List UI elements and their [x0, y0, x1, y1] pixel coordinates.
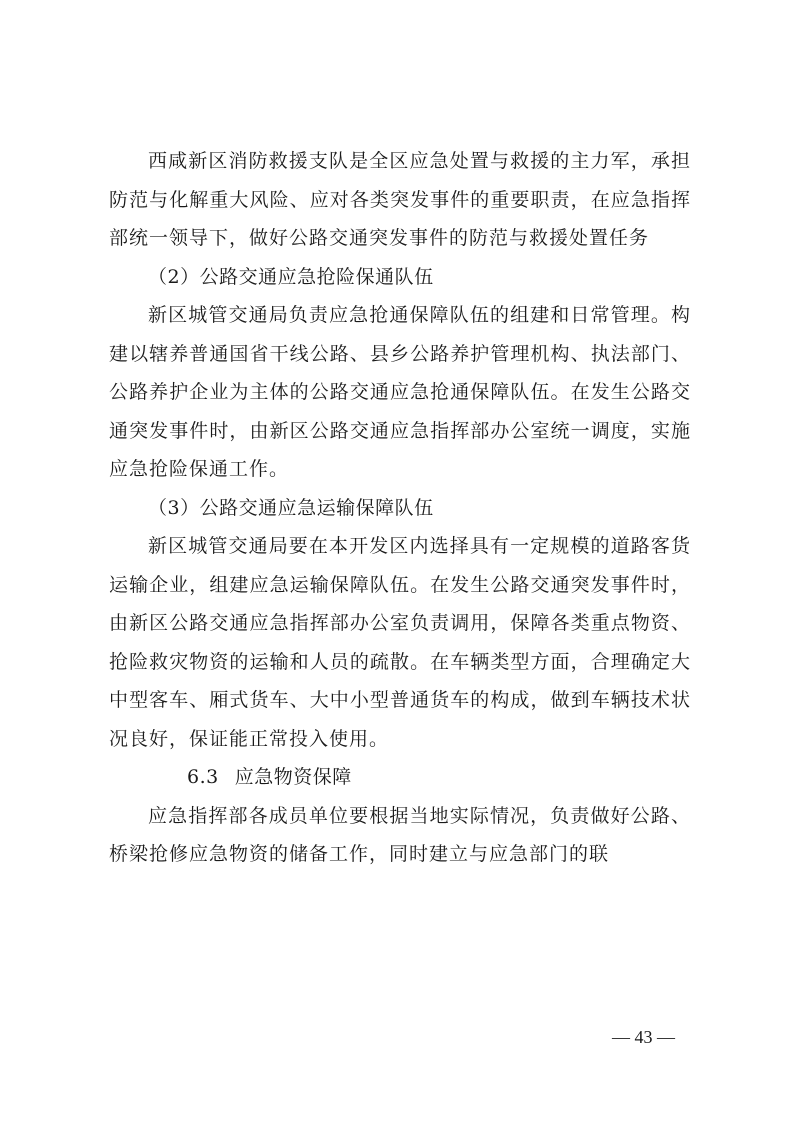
heading-road-emergency-transport-team: （3）公路交通应急运输保障队伍	[148, 496, 434, 519]
heading-road-emergency-repair-team: （2）公路交通应急抢险保通队伍	[148, 265, 434, 288]
paragraph-road-emergency-transport-team: 新区城管交通局要在本开发区内选择具有一定规模的道路客货运输企业，组建应急运输保障队伍。在发生公路交通突发事件时，由新区公路交通应急指挥部办公室负责调用，保障各类重点物资、抢险救灾物资的运输和人员的疏散。在车辆类型方面，合理确定大中型客车、厢式货车、大中小型普通货车的构成，做到车辆技术状况良好，保证能正常投入使用。	[109, 535, 691, 750]
section-title: 应急物资保障	[234, 766, 352, 788]
section-number: 6.3	[187, 766, 219, 788]
paragraph-fire-rescue: 西咸新区消防救援支队是全区应急处置与救援的主力军，承担防范与化解重大风险、应对各类突发事件的重要职责，在应急指挥部统一领导下，做好公路交通突发事件的防范与救援处置任务	[109, 150, 691, 249]
paragraph-road-emergency-repair-team: 新区城管交通局负责应急抢通保障队伍的组建和日常管理。构建以辖养普通国省干线公路、县乡公路养护管理机构、执法部门、公路养护企业为主体的公路交通应急抢通保障队伍。在发生公路交通突发事件时，由新区公路交通应急指挥部办公室统一调度，实施应急抢险保通工作。	[109, 304, 691, 480]
page-number: — 43 —	[612, 1027, 675, 1047]
section-heading-6-3	[109, 758, 691, 797]
paragraph-emergency-supplies: 应急指挥部各成员单位要根据当地实际情况，负责做好公路、桥梁抢修应急物资的储备工作，同时建立与应急部门的联	[109, 804, 691, 865]
body-text	[109, 142, 691, 874]
